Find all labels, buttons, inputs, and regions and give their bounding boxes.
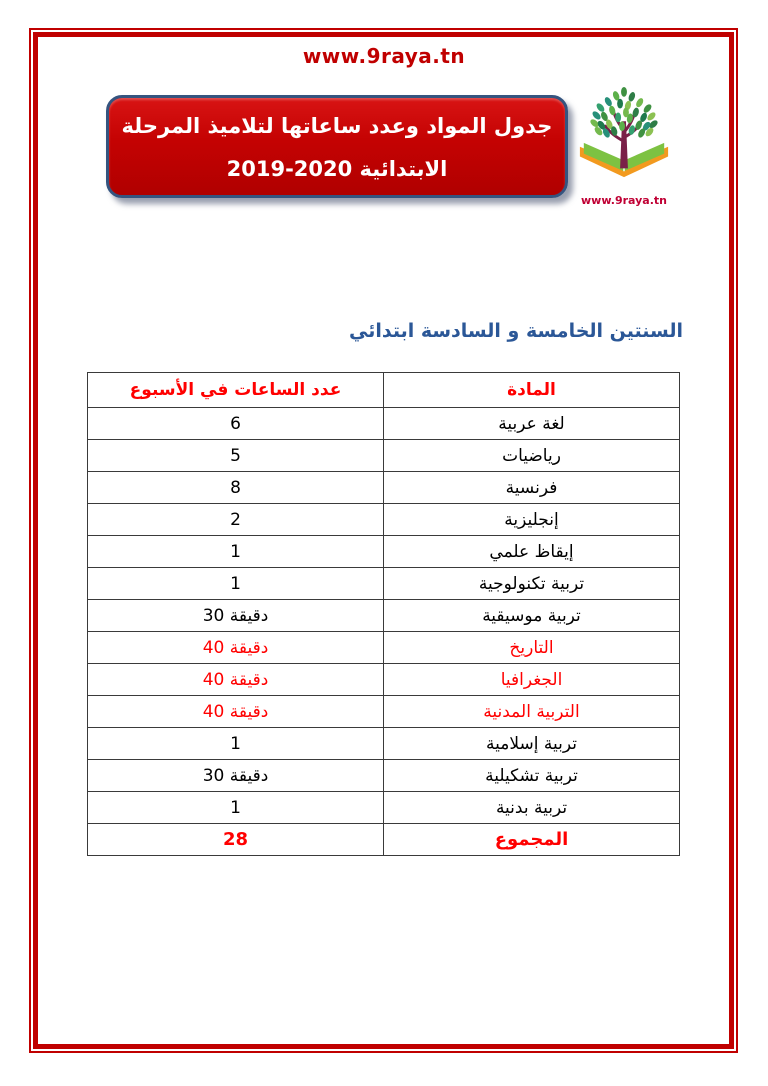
site-logo [574, 84, 674, 207]
hours-cell: 40 دقيقة [88, 696, 384, 728]
subject-cell: تربية إسلامية [384, 728, 680, 760]
hours-cell: 5 [88, 440, 384, 472]
subject-cell: تربية بدنية [384, 792, 680, 824]
hours-cell: 40 دقيقة [88, 632, 384, 664]
column-header-hours: عدد الساعات في الأسبوع [88, 373, 384, 408]
banner-title-line2: الابتدائية 2020-2019 [226, 157, 448, 181]
table-row [88, 568, 680, 600]
hours-cell: 1 [88, 536, 384, 568]
column-header-subject: المادة [384, 373, 680, 408]
hours-cell: 8 [88, 472, 384, 504]
logo-caption: www.9raya.tn [581, 194, 667, 207]
subject-cell: فرنسية [384, 472, 680, 504]
subject-cell: لغة عربية [384, 408, 680, 440]
total-value-cell: 28 [88, 824, 384, 856]
hours-cell: 1 [88, 728, 384, 760]
subjects-hours-table [87, 372, 680, 856]
subject-cell: التربية المدنية [384, 696, 680, 728]
banner-title-line1: جدول المواد وعدد ساعاتها لتلاميذ المرحلة [121, 114, 553, 138]
total-label-cell: المجموع [384, 824, 680, 856]
table-header-row [88, 373, 680, 408]
table-row [88, 472, 680, 504]
table-row [88, 408, 680, 440]
site-url-header: www.9raya.tn [302, 44, 466, 68]
hours-cell: 30 دقيقة [88, 760, 384, 792]
table-row [88, 440, 680, 472]
table-row [88, 664, 680, 696]
table-row [88, 696, 680, 728]
hours-cell: 2 [88, 504, 384, 536]
hours-cell: 6 [88, 408, 384, 440]
hours-cell: 1 [88, 568, 384, 600]
subject-cell: الجغرافيا [384, 664, 680, 696]
hours-cell: 40 دقيقة [88, 664, 384, 696]
tree-book-logo-icon [575, 84, 673, 186]
table-row [88, 536, 680, 568]
table-total-row [88, 824, 680, 856]
table-row [88, 760, 680, 792]
subject-cell: تربية تشكيلية [384, 760, 680, 792]
table-row [88, 632, 680, 664]
subject-cell: تربية تكنولوجية [384, 568, 680, 600]
subject-cell: التاريخ [384, 632, 680, 664]
table-row [88, 792, 680, 824]
subject-cell: رياضيات [384, 440, 680, 472]
hours-cell: 30 دقيقة [88, 600, 384, 632]
title-banner [106, 95, 568, 198]
table-row [88, 600, 680, 632]
subject-cell: إيقاظ علمي [384, 536, 680, 568]
subject-cell: تربية موسيقية [384, 600, 680, 632]
table-row [88, 504, 680, 536]
section-heading: السنتين الخامسة و السادسة ابتدائي [348, 320, 683, 342]
subject-cell: إنجليزية [384, 504, 680, 536]
hours-cell: 1 [88, 792, 384, 824]
table-row [88, 728, 680, 760]
